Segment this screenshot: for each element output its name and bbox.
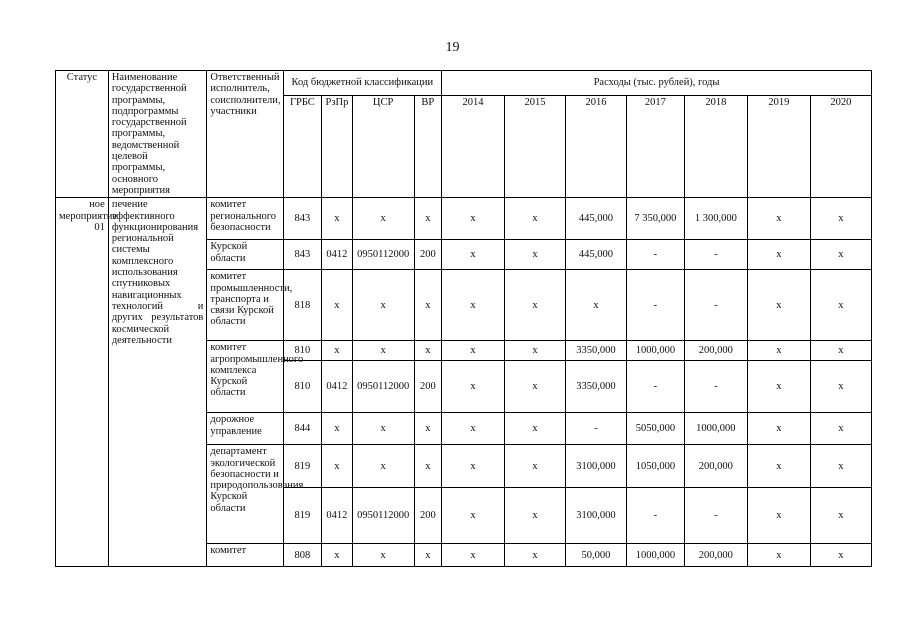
header-status: Статус — [56, 71, 109, 198]
value-cell: 200,000 — [684, 544, 747, 567]
value-cell: х — [747, 544, 810, 567]
value-cell: х — [810, 413, 871, 445]
value-cell: х — [747, 341, 810, 361]
value-cell: х — [442, 544, 505, 567]
value-cell: - — [684, 361, 747, 413]
value-cell: - — [684, 240, 747, 270]
vr-cell: 200 — [414, 488, 441, 544]
value-cell: - — [626, 270, 684, 341]
vr-cell: х — [414, 270, 441, 341]
csr-cell: х — [352, 445, 414, 488]
vr-cell: х — [414, 341, 441, 361]
vr-cell: х — [414, 198, 441, 240]
value-cell: х — [505, 270, 566, 341]
value-cell: х — [566, 270, 627, 341]
value-cell: х — [505, 413, 566, 445]
csr-cell: х — [352, 341, 414, 361]
grbs-cell: 810 — [283, 361, 322, 413]
value-cell: 445,000 — [566, 198, 627, 240]
value-cell: - — [684, 488, 747, 544]
rzpr-cell: х — [322, 270, 352, 341]
value-cell: 3100,000 — [566, 488, 627, 544]
value-cell: 3350,000 — [566, 361, 627, 413]
header-year: 2018 — [684, 95, 747, 197]
budget-table — [55, 70, 872, 567]
value-cell: 7 350,000 — [626, 198, 684, 240]
vr-cell: 200 — [414, 240, 441, 270]
csr-cell: х — [352, 544, 414, 567]
value-cell: - — [626, 361, 684, 413]
vr-cell: х — [414, 544, 441, 567]
header-year: 2014 — [442, 95, 505, 197]
value-cell: 3100,000 — [566, 445, 627, 488]
csr-cell: 0950112000 — [352, 488, 414, 544]
csr-cell: 0950112000 — [352, 361, 414, 413]
header-rzpr: РзПр — [322, 95, 352, 197]
executor-cell: Курской области — [207, 240, 283, 270]
header-year: 2020 — [810, 95, 871, 197]
value-cell: х — [505, 240, 566, 270]
value-cell: х — [747, 413, 810, 445]
value-cell: 1000,000 — [684, 413, 747, 445]
value-cell: 1000,000 — [626, 544, 684, 567]
value-cell: х — [810, 270, 871, 341]
value-cell: 1000,000 — [626, 341, 684, 361]
csr-cell: 0950112000 — [352, 240, 414, 270]
value-cell: х — [505, 198, 566, 240]
event-name-cell: печение эффективного функционирования региональной системы комплексного использования спутниковых навигационных технологий и других результатов космической деятельности — [108, 198, 207, 567]
header-year: 2019 — [747, 95, 810, 197]
header-vr: ВР — [414, 95, 441, 197]
table-row — [56, 198, 872, 240]
value-cell: х — [505, 445, 566, 488]
status-cell: ное мероприятие 01 — [56, 198, 109, 567]
header-executor: Ответственный исполнитель, соисполнители, участники — [207, 71, 283, 198]
header-year: 2016 — [566, 95, 627, 197]
header-year: 2015 — [505, 95, 566, 197]
value-cell: 3350,000 — [566, 341, 627, 361]
value-cell: х — [810, 361, 871, 413]
grbs-cell: 844 — [283, 413, 322, 445]
csr-cell: х — [352, 270, 414, 341]
rzpr-cell: 0412 — [322, 488, 352, 544]
value-cell: х — [442, 445, 505, 488]
value-cell: х — [810, 341, 871, 361]
rzpr-cell: 0412 — [322, 240, 352, 270]
value-cell: 1 300,000 — [684, 198, 747, 240]
vr-cell: 200 — [414, 361, 441, 413]
vr-cell: х — [414, 413, 441, 445]
header-csr: ЦСР — [352, 95, 414, 197]
value-cell: - — [566, 413, 627, 445]
value-cell: 50,000 — [566, 544, 627, 567]
value-cell: х — [810, 445, 871, 488]
executor-cell: дорожное управление — [207, 413, 283, 445]
value-cell: х — [505, 361, 566, 413]
grbs-cell: 819 — [283, 488, 322, 544]
value-cell: 200,000 — [684, 445, 747, 488]
csr-cell: х — [352, 413, 414, 445]
grbs-cell: 843 — [283, 198, 322, 240]
value-cell: х — [810, 488, 871, 544]
value-cell: х — [442, 413, 505, 445]
header-expenses: Расходы (тыс. рублей), годы — [442, 71, 872, 96]
value-cell: 5050,000 — [626, 413, 684, 445]
value-cell: 445,000 — [566, 240, 627, 270]
rzpr-cell: х — [322, 341, 352, 361]
value-cell: х — [747, 198, 810, 240]
grbs-cell: 818 — [283, 270, 322, 341]
rzpr-cell: 0412 — [322, 361, 352, 413]
value-cell: 1050,000 — [626, 445, 684, 488]
value-cell: х — [505, 544, 566, 567]
value-cell: х — [747, 361, 810, 413]
header-budget-code: Код бюджетной классификации — [283, 71, 441, 96]
value-cell: х — [747, 270, 810, 341]
value-cell: х — [505, 488, 566, 544]
header-name: Наименование государственной программы, подпрограммы государственной программы, ведомственной целевой программы, основного мероприятия — [108, 71, 207, 198]
value-cell: х — [747, 445, 810, 488]
rzpr-cell: х — [322, 198, 352, 240]
rzpr-cell: х — [322, 544, 352, 567]
header-year: 2017 — [626, 95, 684, 197]
executor-cell: комитет регионального безопасности — [207, 198, 283, 240]
grbs-cell: 843 — [283, 240, 322, 270]
value-cell: х — [442, 240, 505, 270]
page-number: 19 — [445, 40, 460, 55]
executor-cell: департамент экологической безопасности и природопользования Курской области — [207, 445, 283, 544]
vr-cell: х — [414, 445, 441, 488]
csr-cell: х — [352, 198, 414, 240]
value-cell: х — [442, 341, 505, 361]
value-cell: - — [684, 270, 747, 341]
value-cell: х — [810, 544, 871, 567]
value-cell: х — [442, 488, 505, 544]
value-cell: - — [626, 240, 684, 270]
rzpr-cell: х — [322, 445, 352, 488]
executor-cell: комитет промышленности, транспорта и связи Курской области — [207, 270, 283, 341]
value-cell: х — [442, 198, 505, 240]
grbs-cell: 810 — [283, 341, 322, 361]
header-grbs: ГРБС — [283, 95, 322, 197]
value-cell: х — [505, 341, 566, 361]
grbs-cell: 808 — [283, 544, 322, 567]
value-cell: х — [810, 198, 871, 240]
executor-cell: комитет агропромышленного комплекса Курской области — [207, 341, 283, 413]
rzpr-cell: х — [322, 413, 352, 445]
value-cell: х — [747, 240, 810, 270]
value-cell: х — [442, 361, 505, 413]
value-cell: х — [747, 488, 810, 544]
value-cell: 200,000 — [684, 341, 747, 361]
executor-cell: комитет — [207, 544, 283, 567]
value-cell: х — [442, 270, 505, 341]
value-cell: - — [626, 488, 684, 544]
value-cell: х — [810, 240, 871, 270]
grbs-cell: 819 — [283, 445, 322, 488]
